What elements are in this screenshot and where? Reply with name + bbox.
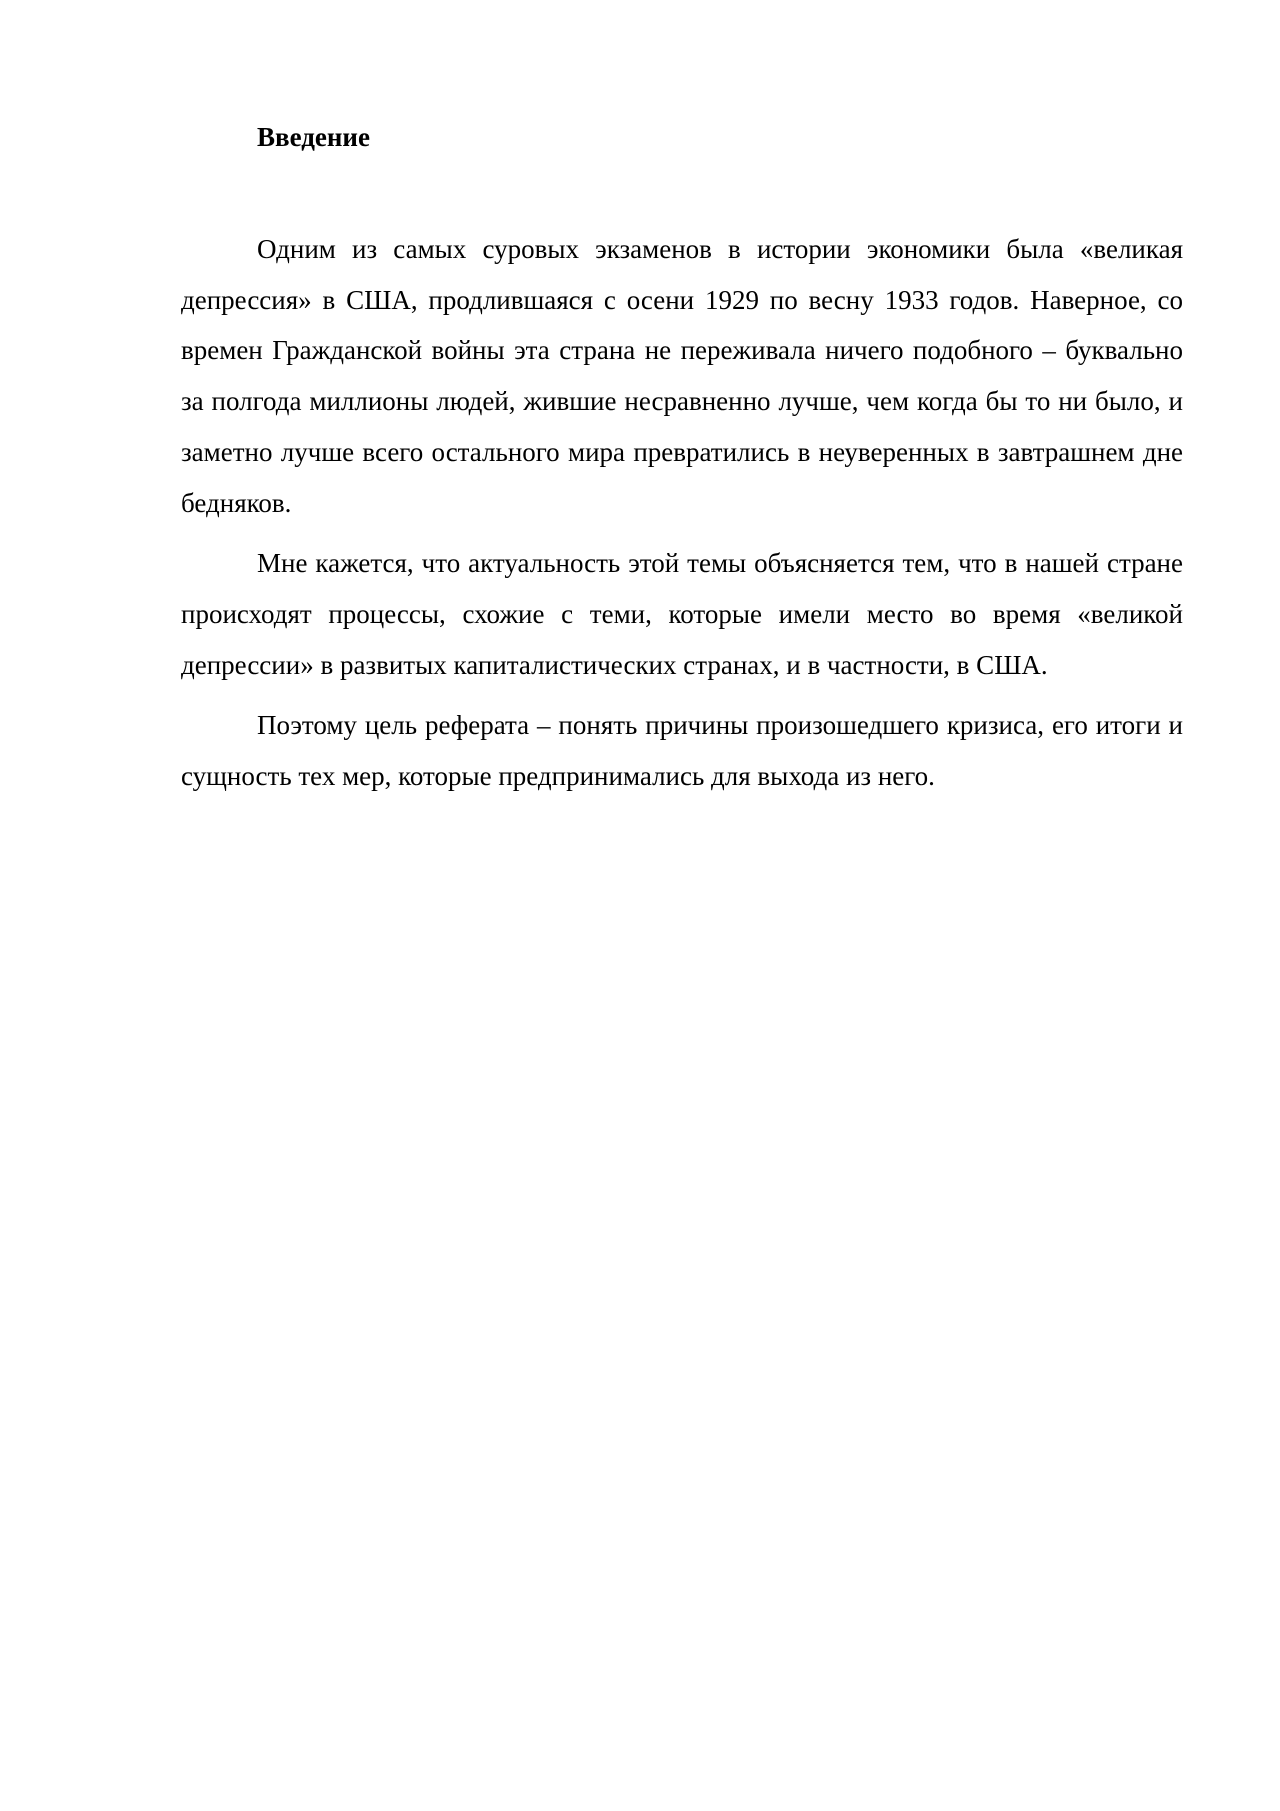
paragraph-2: Мне кажется, что актуальность этой темы объясняется тем, что в нашей стране происходят процессы, схожие с теми, которые имели место во время «великой депрессии» в развитых капиталистических странах, и в частности, в США. <box>181 548 1183 680</box>
document-body <box>181 112 1183 802</box>
paragraph-3: Поэтому цель реферата – понять причины произошедшего кризиса, его итоги и сущность тех мер, которые предпринимались для выхода из него. <box>181 710 1183 792</box>
page-title: Введение <box>257 122 370 152</box>
paragraph-1: Одним из самых суровых экзаменов в истории экономики была «великая депрессия» в США, продлившаяся с осени 1929 по весну 1933 годов. Наверное, со времен Гражданской войны эта страна не переживала ничего подобного – буквально за полгода миллионы людей, жившие несравненно лучше, чем когда бы то ни было, и заметно лучше всего остального мира превратились в неуверенных в завтрашнем дне бедняков. <box>181 234 1183 518</box>
